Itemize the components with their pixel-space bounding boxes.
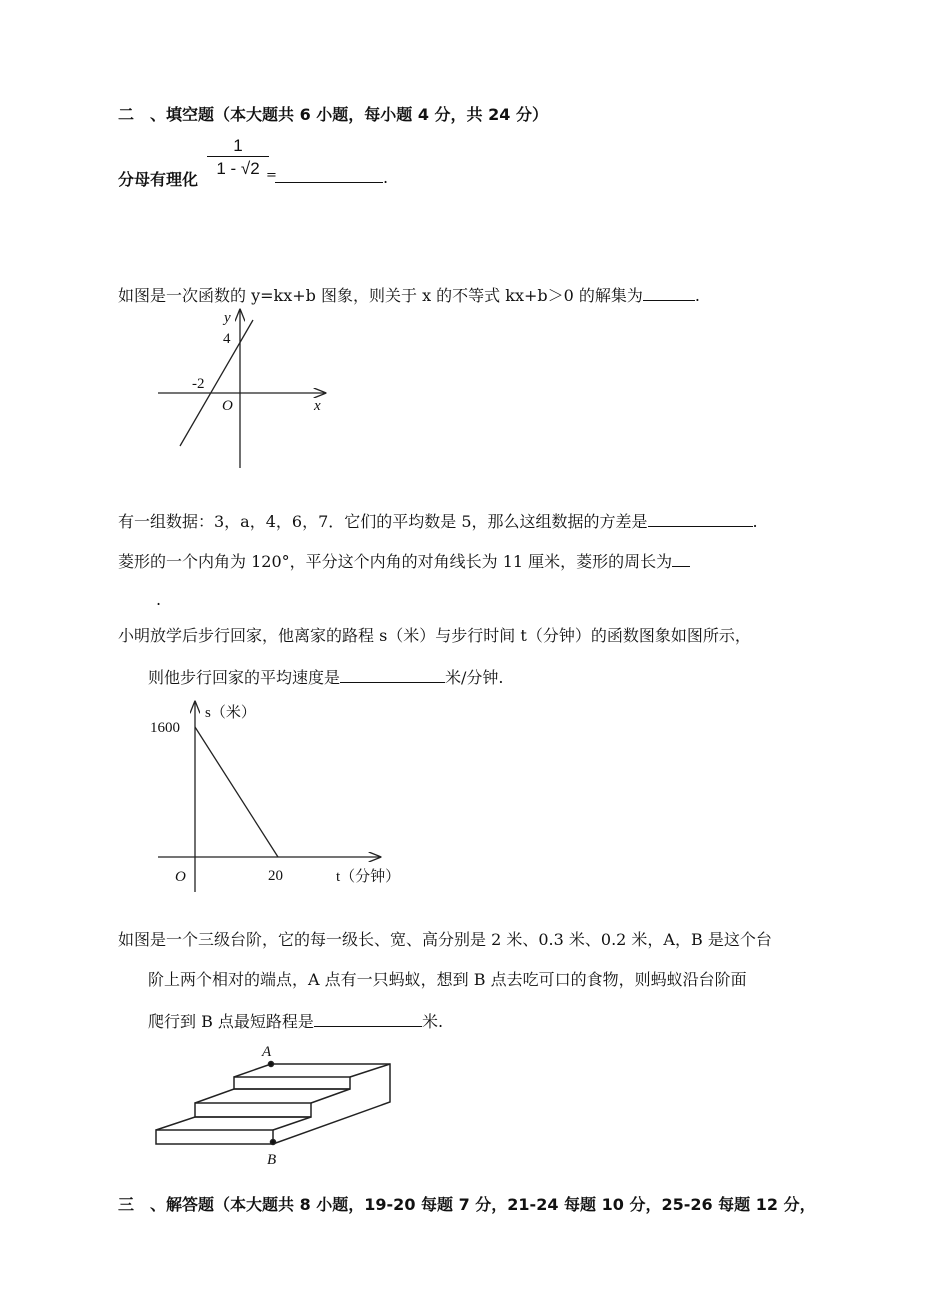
- q5-line2-prefix: 则他步行回家的平均速度是: [148, 668, 341, 687]
- q1-prefix: 分母有理化: [118, 170, 199, 189]
- point-a-dot: [269, 1062, 274, 1067]
- point-b-label: B: [267, 1152, 277, 1168]
- fraction-denominator: 1 - √2: [216, 159, 260, 178]
- q5-line2-suffix: 米/分钟.: [445, 668, 504, 687]
- q2-suffix: .: [694, 286, 700, 305]
- q6-answer-blank[interactable]: [314, 1010, 422, 1027]
- x-axis-label: t（分钟）: [336, 869, 401, 885]
- q6-line1: 如图是一个三级台阶，它的每一级长、宽、高分别是 2 米、0.3 米、0.2 米，A，B 是这个台: [118, 930, 772, 949]
- q3-suffix: .: [752, 512, 758, 531]
- q6-line3-suffix: 米.: [421, 1012, 444, 1031]
- section2-heading: 二 、填空题（本大题共 6 小题，每小题 4 分，共 24 分）: [118, 105, 548, 124]
- q2-text: 如图是一次函数的 y=kx+b 图象，则关于 x 的不等式 kx+b＞0 的解集为: [118, 286, 643, 305]
- point-b-dot: [271, 1140, 276, 1145]
- y-axis-label: y: [224, 310, 231, 326]
- q4-text: 菱形的一个内角为 120°，平分这个内角的对角线长为 11 厘米，菱形的周长为: [118, 552, 673, 571]
- section3-heading: 三 、解答题（本大题共 8 小题，19-20 每题 7 分，21-24 每题 10 分，25-26 每题 12 分，: [118, 1195, 816, 1214]
- q4-question: [118, 550, 690, 572]
- q5-line2: [148, 666, 504, 688]
- function-line: [195, 727, 278, 857]
- q1-suffix: .: [383, 168, 389, 187]
- point-a-label: A: [262, 1044, 272, 1060]
- q6-line2: 阶上两个相对的端点，A 点有一只蚂蚁，想到 B 点去吃可口的食物，则蚂蚁沿台阶面: [148, 970, 747, 989]
- q6-line3: [148, 1010, 443, 1032]
- y-value-label: 1600: [150, 720, 180, 736]
- stairs-figure: [156, 1062, 390, 1145]
- fraction-numerator: 1: [233, 136, 243, 155]
- q4-suffix: .: [156, 590, 162, 609]
- y-axis-label: s（米）: [205, 705, 256, 721]
- q4-answer-blank[interactable]: [672, 550, 690, 567]
- q3-answer-blank[interactable]: [648, 510, 753, 527]
- x-axis-label: x: [314, 398, 321, 414]
- function-line: [180, 320, 253, 446]
- q6-line3-prefix: 爬行到 B 点最短路程是: [148, 1012, 314, 1031]
- q5-answer-blank[interactable]: [340, 666, 445, 683]
- q1-equals: =: [266, 168, 277, 183]
- q3-question: [118, 510, 758, 532]
- q3-text: 有一组数据：3，a，4，6，7．它们的平均数是 5，那么这组数据的方差是: [118, 512, 648, 531]
- x-value-label: 20: [268, 868, 283, 884]
- origin-label: O: [222, 398, 233, 414]
- x-intercept-label: -2: [192, 376, 205, 392]
- origin-label: O: [175, 869, 186, 885]
- q5-line1: 小明放学后步行回家，他离家的路程 s（米）与步行时间 t（分钟）的函数图象如图所示，: [118, 626, 751, 645]
- linear-function-graph: [158, 310, 325, 468]
- y-intercept-label: 4: [223, 331, 231, 347]
- distance-time-graph: [150, 702, 400, 892]
